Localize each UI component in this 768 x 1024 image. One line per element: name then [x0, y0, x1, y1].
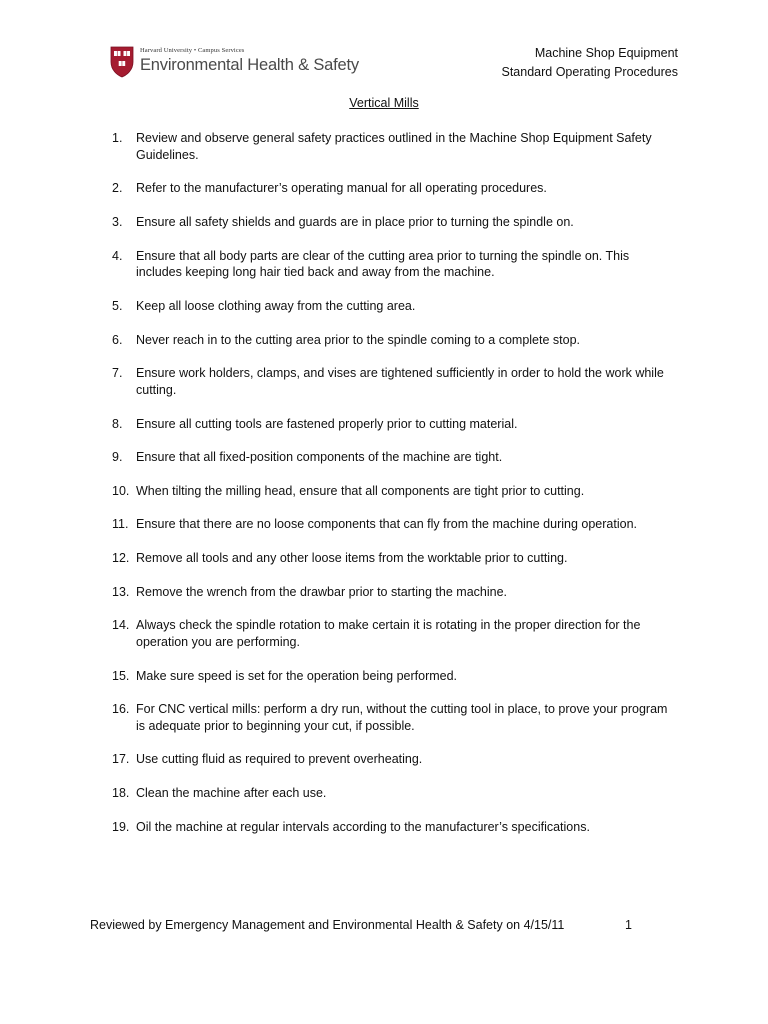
- document-header: [502, 44, 679, 82]
- list-item: [112, 365, 672, 399]
- item-text: Review and observe general safety practices outlined in the Machine Shop Equipment Safety Guidelines.: [136, 131, 652, 162]
- ehs-logo: [110, 46, 359, 78]
- item-number: 12.: [112, 550, 130, 565]
- item-number: 15.: [112, 668, 130, 683]
- item-number: 2.: [112, 181, 123, 196]
- item-number: 6.: [112, 332, 123, 347]
- item-number: 4.: [112, 248, 123, 263]
- logo-title: Environmental Health & Safety: [140, 56, 359, 74]
- list-item: [112, 785, 672, 802]
- list-item: [112, 214, 672, 231]
- header-line-2: Standard Operating Procedures: [501, 65, 678, 79]
- list-item: [112, 416, 672, 433]
- item-text: Keep all loose clothing away from the cutting area.: [136, 298, 416, 313]
- item-text: Oil the machine at regular intervals according to the manufacturer’s specifications.: [136, 819, 590, 834]
- list-item: [112, 584, 672, 601]
- item-number: 10.: [112, 483, 130, 498]
- list-item: [112, 550, 672, 567]
- list-item: [112, 617, 672, 651]
- item-text: Ensure that all body parts are clear of the cutting area prior to turning the spindle on. This includes keeping long hair tied back and away from the machine.: [136, 248, 630, 280]
- item-number: 13.: [112, 584, 130, 599]
- list-item: [112, 701, 672, 735]
- item-number: 7.: [112, 366, 123, 381]
- item-text: Ensure that all fixed-position components of the machine are tight.: [136, 450, 503, 465]
- item-text: When tilting the milling head, ensure that all components are tight prior to cutting.: [136, 483, 585, 498]
- logo-tagline: Harvard University • Campus Services: [140, 47, 245, 54]
- item-text: Use cutting fluid as required to prevent overheating.: [136, 752, 423, 767]
- item-text: Refer to the manufacturer’s operating manual for all operating procedures.: [136, 181, 547, 196]
- item-number: 17.: [112, 752, 130, 767]
- page-number: 1: [625, 918, 632, 932]
- footer-review-note: Reviewed by Emergency Management and Environmental Health & Safety on 4/15/11: [90, 918, 565, 932]
- list-item: [112, 298, 672, 315]
- item-number: 5.: [112, 298, 123, 313]
- item-number: 18.: [112, 786, 130, 801]
- item-number: 9.: [112, 450, 123, 465]
- list-item: [112, 751, 672, 768]
- item-text: Always check the spindle rotation to make certain it is rotating in the proper direction for the operation you are performing.: [136, 618, 641, 649]
- list-item: [112, 180, 672, 197]
- item-text: Clean the machine after each use.: [136, 786, 327, 801]
- list-item: [112, 668, 672, 685]
- item-number: 1.: [112, 131, 123, 145]
- item-number: 11.: [112, 517, 129, 532]
- page-title-text: Vertical Mills: [349, 96, 419, 110]
- harvard-shield-icon: [110, 46, 134, 78]
- page-title: [0, 96, 768, 110]
- item-number: 3.: [112, 214, 123, 229]
- item-text: Ensure all cutting tools are fastened properly prior to cutting material.: [136, 416, 518, 431]
- list-item: [112, 819, 672, 836]
- item-text: Ensure work holders, clamps, and vises are tightened sufficiently in order to hold the work while cutting.: [136, 366, 664, 397]
- item-text: Ensure that there are no loose components that can fly from the machine during operation.: [136, 517, 637, 532]
- list-item: [112, 332, 672, 349]
- item-text: Remove the wrench from the drawbar prior to starting the machine.: [136, 584, 508, 599]
- item-number: 19.: [112, 819, 130, 834]
- item-number: 14.: [112, 618, 130, 633]
- item-number: 16.: [112, 702, 130, 717]
- item-text: Never reach in to the cutting area prior to the spindle coming to a complete stop.: [136, 332, 580, 347]
- list-item: [112, 130, 672, 164]
- list-item: [112, 449, 672, 466]
- item-text: Ensure all safety shields and guards are in place prior to turning the spindle on.: [136, 214, 574, 229]
- list-item: [112, 483, 672, 500]
- header-line-1: Machine Shop Equipment: [534, 46, 678, 60]
- item-text: Remove all tools and any other loose items from the worktable prior to cutting.: [136, 550, 568, 565]
- item-text: Make sure speed is set for the operation being performed.: [136, 668, 458, 683]
- list-item: [112, 516, 672, 533]
- list-item: [112, 248, 672, 282]
- procedure-list: [112, 130, 672, 852]
- item-number: 8.: [112, 416, 123, 431]
- item-text: For CNC vertical mills: perform a dry run, without the cutting tool in place, to prove your program is adequate prior to beginning your cut, if possible.: [136, 702, 668, 733]
